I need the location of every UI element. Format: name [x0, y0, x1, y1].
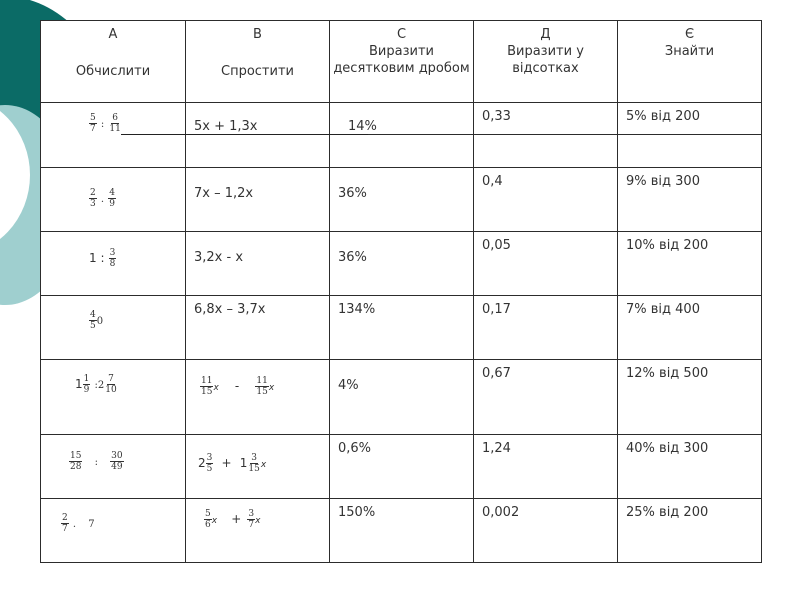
compute-cell [41, 296, 186, 360]
simplify-cell: 6,8х – 3,7х [186, 296, 330, 360]
fraction: $\frac{2}{7}$ [62, 513, 68, 534]
variable: х [213, 383, 219, 393]
operator: : [100, 119, 105, 130]
fraction: $\frac{2}{3}$ [90, 188, 96, 209]
compute-cell [41, 168, 186, 232]
find-cell: 40% від 300 [618, 435, 762, 499]
operator: - [234, 379, 240, 393]
exercise-table [40, 20, 762, 563]
column-title: Знайти [664, 44, 715, 59]
decimal-cell: 14% [330, 103, 474, 135]
find-cell: 25% від 200 [618, 499, 762, 563]
table-row [41, 232, 762, 296]
decimal-cell: 0,6% [330, 435, 474, 499]
operator: : [94, 457, 98, 468]
whole-part: 2 [97, 380, 105, 391]
decimal-cell: 150% [330, 499, 474, 563]
header-row [41, 21, 762, 103]
variable: х [268, 383, 275, 393]
variable: х [260, 460, 267, 470]
fraction: $\frac{3}{8}$ [109, 248, 116, 269]
simplify-cell: 5х + 1,3х [186, 103, 330, 135]
percent-cell: 0,05 [474, 232, 618, 296]
percent-cell: 0,67 [474, 360, 618, 435]
whole-part: 1 [75, 377, 83, 391]
decimal-cell: 36% [330, 168, 474, 232]
column-title: Обчислити [75, 64, 151, 79]
table-row [41, 103, 762, 135]
column-title: Спростити [221, 64, 294, 79]
find-cell: 9% від 300 [618, 168, 762, 232]
header-cell-e [618, 21, 762, 103]
column-title: Виразити десятковим дробом [333, 44, 470, 76]
operator: . [100, 194, 105, 205]
operator: + [221, 456, 232, 470]
fraction: $\frac{30}{49}$ [111, 451, 123, 472]
fraction: $\frac{4}{9}$ [109, 188, 115, 209]
operator: + [231, 512, 242, 526]
variable: х [255, 516, 261, 526]
table-row [41, 499, 762, 563]
decimal-cell: 134% [330, 296, 474, 360]
header-cell-b [186, 21, 330, 103]
percent-cell: 0,002 [474, 499, 618, 563]
empty-cell [474, 135, 618, 168]
compute-cell [41, 360, 186, 435]
fraction: $\frac{1}{9}$ [83, 374, 90, 395]
header-cell-c [330, 21, 474, 103]
column-letter: В [253, 27, 262, 42]
fraction: $\frac{7}{10}$ [105, 374, 117, 395]
header-cell-d [474, 21, 618, 103]
empty-cell [330, 135, 474, 168]
column-letter: С [396, 27, 407, 42]
percent-cell: 0,17 [474, 296, 618, 360]
fraction: $\frac{3}{5}$ [206, 453, 213, 474]
fraction: $\frac{3}{15}$ [248, 453, 260, 474]
column-letter: Д [540, 27, 551, 42]
empty-cell [186, 135, 330, 168]
percent-cell: 1,24 [474, 435, 618, 499]
find-cell: 7% від 400 [618, 296, 762, 360]
simplify-cell [186, 499, 330, 563]
simplify-cell: 3,2х - х [186, 232, 330, 296]
compute-cell [41, 103, 186, 168]
operator: : [94, 380, 98, 391]
find-cell: 10% від 200 [618, 232, 762, 296]
simplify-cell: 7х – 1,2х [186, 168, 330, 232]
operator: . [72, 519, 77, 530]
simplify-cell [186, 360, 330, 435]
variable: х [211, 516, 218, 526]
fraction: $\frac{11}{15}$ [201, 376, 213, 397]
simplify-cell [186, 435, 330, 499]
compute-cell [41, 435, 186, 499]
decimal-cell: 4% [330, 360, 474, 435]
fraction: $\frac{11}{15}$ [256, 376, 268, 397]
fraction: $\frac{15}{28}$ [70, 451, 82, 472]
find-cell: 5% від 200 [618, 103, 762, 135]
table-row [41, 168, 762, 232]
operator: 1 : [89, 251, 105, 265]
fraction: $\frac{4}{5}$ [90, 310, 96, 331]
decimal-cell: 36% [330, 232, 474, 296]
column-letter: А [108, 27, 118, 42]
fraction: $\frac{3}{7}$ [248, 509, 255, 530]
column-title: Виразити у відсотках [507, 44, 584, 76]
whole-part: 1 [239, 456, 248, 470]
column-letter: Є [684, 27, 695, 42]
fraction: $\frac{5}{6}$ [205, 509, 211, 530]
header-cell-a [41, 21, 186, 103]
strike-line [121, 134, 368, 135]
percent-cell: 0,33 [474, 103, 618, 135]
operand: 0 [96, 316, 104, 327]
table-row [41, 360, 762, 435]
find-cell: 12% від 500 [618, 360, 762, 435]
fraction: $\frac{5}{7}$ [90, 113, 96, 134]
percent-cell: 0,4 [474, 168, 618, 232]
empty-cell [618, 135, 762, 168]
compute-cell [41, 232, 186, 296]
fraction: $\frac{6}{11}$ [109, 113, 121, 134]
compute-cell [41, 499, 186, 563]
operand: 7 [88, 519, 95, 530]
whole-part: 2 [198, 456, 206, 470]
table-row [41, 296, 762, 360]
table-row [41, 435, 762, 499]
